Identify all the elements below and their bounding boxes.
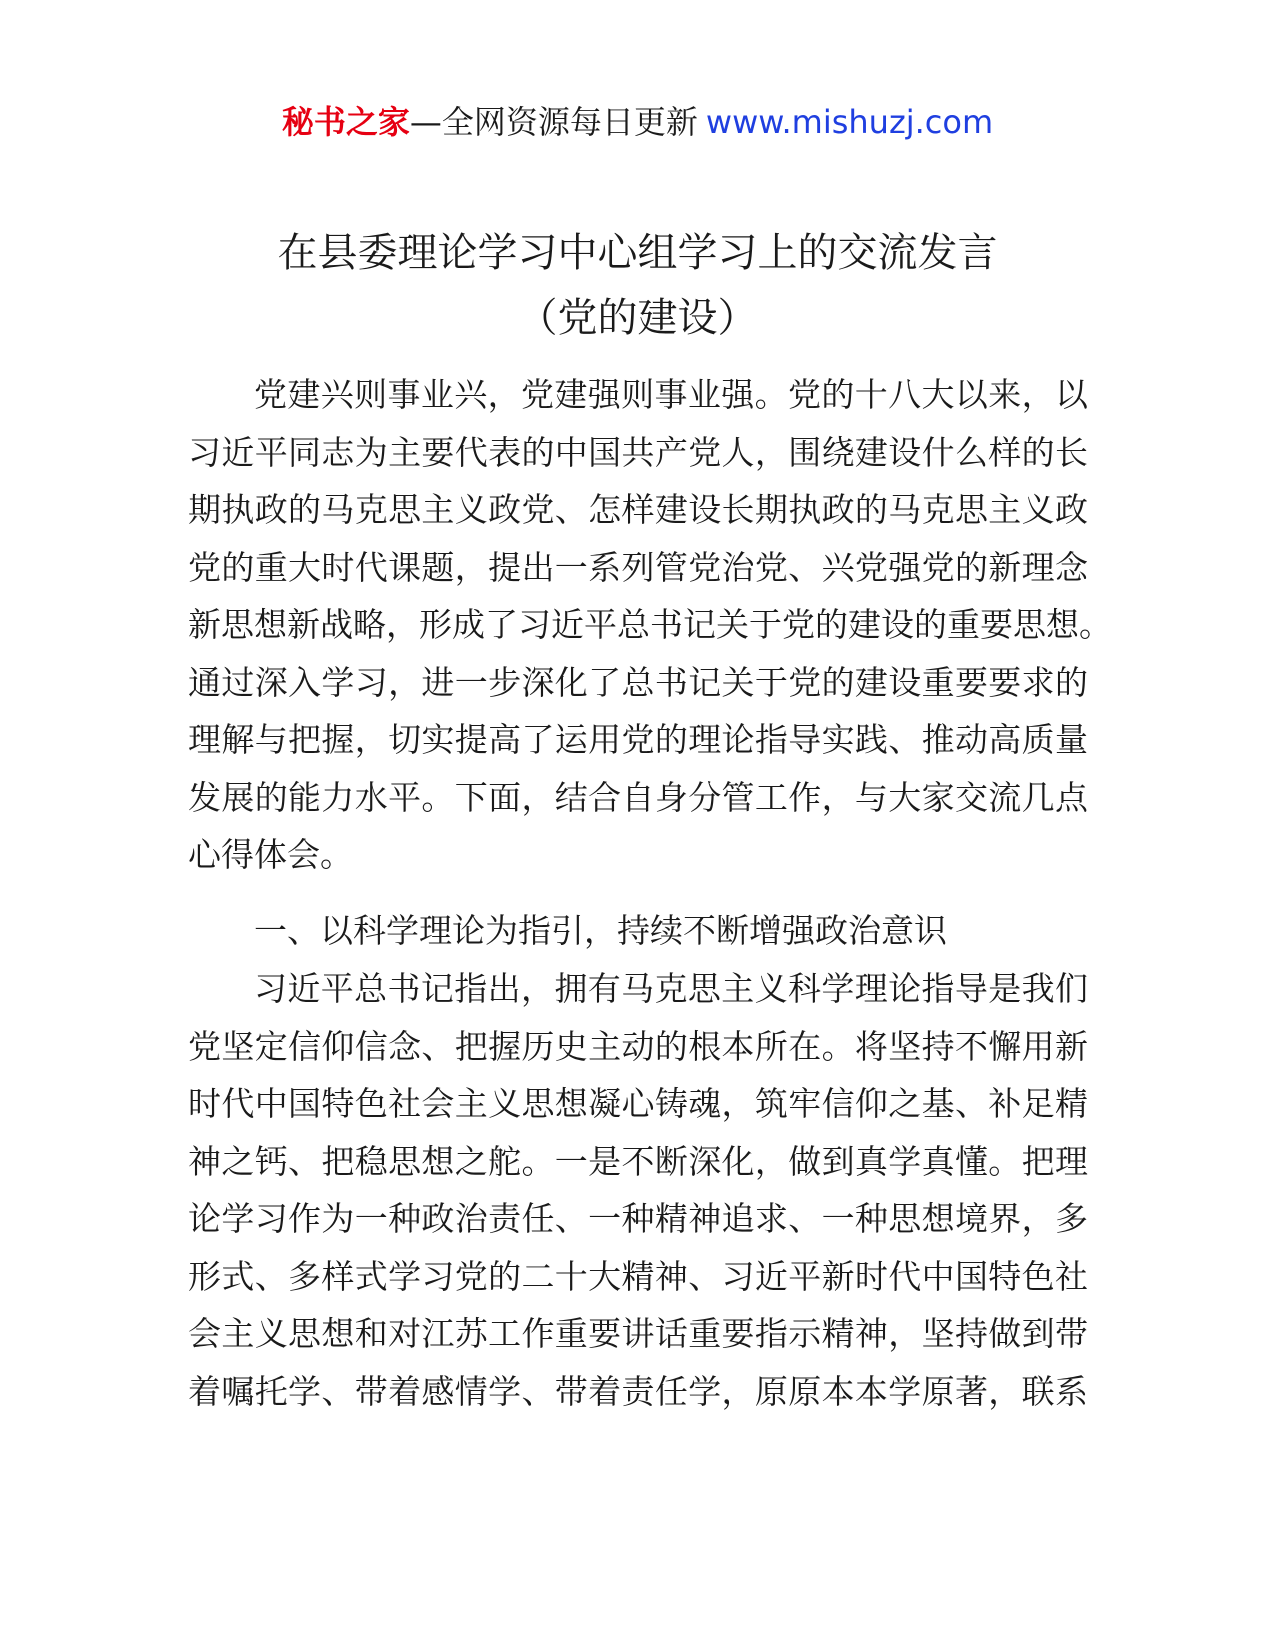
paragraph-line: 神之钙、把稳思想之舵。一是不断深化，做到真学真懂。把理 (188, 1141, 1088, 1181)
paragraph-line: 期执政的马克思主义政党、怎样建设长期执政的马克思主义政 (188, 490, 1088, 529)
document-title: 在县委理论学习中心组学习上的交流发言 (277, 230, 998, 276)
paragraph-intro (188, 366, 1112, 884)
paragraph-line: 论学习作为一种政治责任、一种精神追求、一种思想境界，多 (188, 1199, 1088, 1238)
paragraph-line: 心得体会。 (188, 835, 353, 874)
paragraph-line: 发展的能力水平。下面，结合自身分管工作，与大家交流几点 (188, 777, 1088, 817)
website-link[interactable]: www.mishuzj.com (705, 103, 994, 141)
paragraph-line: 习近平总书记指出，拥有马克思主义科学理论指导是我们 (254, 969, 1088, 1008)
brand-name: 秘书之家 (281, 103, 410, 141)
document-subtitle: （党的建设） (517, 295, 758, 341)
paragraph-line: 形式、多样式学习党的二十大精神、习近平新时代中国特色社 (188, 1256, 1088, 1296)
paragraph-line: 理解与把握，切实提高了运用党的理论指导实践、推动高质量 (188, 720, 1088, 759)
paragraph-line: 党坚定信仰信念、把握历史主动的根本所在。将坚持不懈用新 (188, 1026, 1088, 1066)
paragraph-line: 新思想新战略，形成了习近平总书记关于党的建设的重要思想。 (188, 605, 1112, 644)
paragraph-line: 通过深入学习，进一步深化了总书记关于党的建设重要要求的 (188, 662, 1088, 702)
header-tagline: —全网资源每日更新 (409, 103, 698, 141)
paragraph-section-1 (188, 960, 1088, 1420)
paragraph-line: 习近平同志为主要代表的中国共产党人，围绕建设什么样的长 (188, 432, 1088, 472)
paragraph-line: 时代中国特色社会主义思想凝心铸魂，筑牢信仰之基、补足精 (188, 1084, 1088, 1123)
paragraph-line: 党的重大时代课题，提出一系列管党治党、兴党强党的新理念 (188, 547, 1088, 587)
paragraph-line: 党建兴则事业兴，党建强则事业强。党的十八大以来，以 (254, 375, 1088, 414)
paragraph-line: 会主义思想和对江苏工作重要讲话重要指示精神，坚持做到带 (188, 1314, 1088, 1353)
document-header (0, 100, 1275, 144)
section-heading: 一、以科学理论为指引，持续不断增强政治意识 (254, 911, 947, 950)
paragraph-line: 着嘱托学、带着感情学、带着责任学，原原本本学原著，联系 (188, 1371, 1088, 1411)
